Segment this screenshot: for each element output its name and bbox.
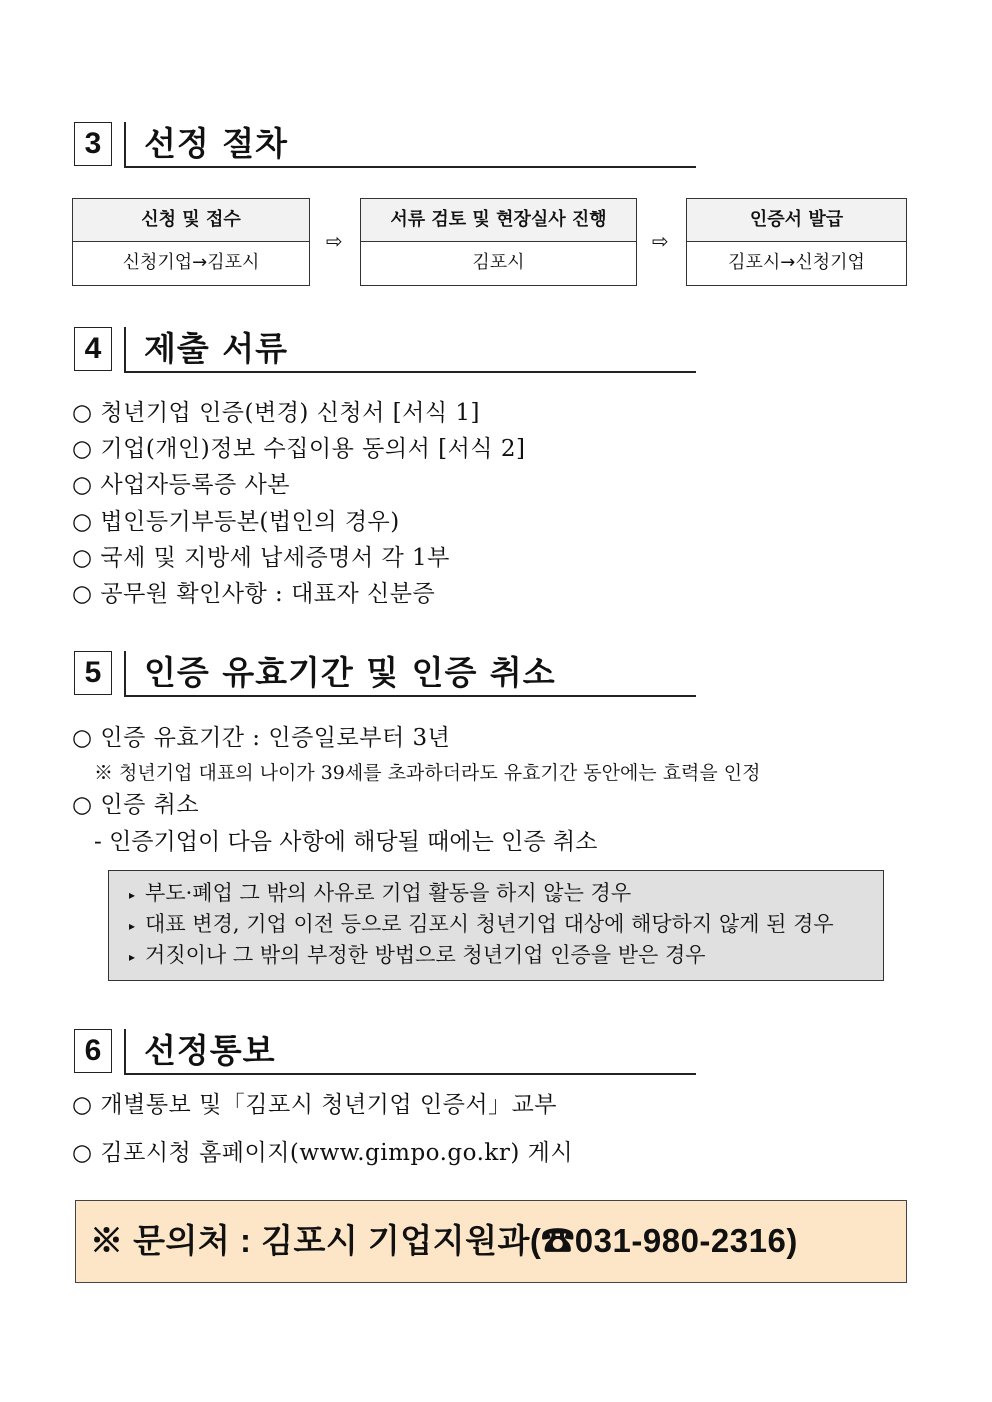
section-underline [124, 695, 696, 697]
bullet-icon: ▸ [129, 918, 136, 933]
process-step-title: 서류 검토 및 현장실사 진행 [361, 199, 636, 242]
condition-item: ▸ 거짓이나 그 밖의 부정한 방법으로 청년기업 인증을 받은 경우 [129, 943, 706, 967]
section-6-header [74, 1029, 696, 1077]
cancellation-subitem: - 인증기업이 다음 사항에 해당될 때에는 인증 취소 [94, 829, 598, 855]
section-title: 제출 서류 [144, 329, 289, 368]
document-list-item: ○ 법인등기부등본(법인의 경우) [72, 509, 400, 535]
process-step-3 [686, 198, 907, 286]
section-3-header [74, 122, 696, 170]
process-step-title: 신청 및 접수 [73, 199, 309, 242]
arrow-right-icon: ⇨ [326, 229, 343, 253]
process-step-body: 김포시→신청기업 [728, 252, 865, 273]
condition-item: ▸ 부도·폐업 그 밖의 사유로 기업 활동을 하지 않는 경우 [129, 881, 632, 905]
process-step-body: 신청기업→김포시 [122, 252, 260, 273]
process-step-2 [360, 198, 637, 286]
validity-note: ※ 청년기업 대표의 나이가 39세를 초과하더라도 유효기간 동안에는 효력을 인정 [94, 762, 761, 784]
section-number: 3 [74, 122, 112, 166]
section-divider [124, 122, 126, 166]
section-number: 5 [74, 651, 112, 695]
validity-period-item: ○ 인증 유효기간 : 인증일로부터 3년 [72, 725, 451, 751]
section-4-header [74, 327, 696, 375]
section-divider [124, 327, 126, 371]
section-number: 4 [74, 327, 112, 371]
section-underline [124, 371, 696, 373]
process-step-title: 인증서 발급 [687, 199, 906, 242]
section-divider [124, 1029, 126, 1073]
cancellation-item: ○ 인증 취소 [72, 792, 200, 818]
section-divider [124, 651, 126, 695]
bullet-icon: ▸ [129, 949, 136, 964]
arrow-right-icon: ⇨ [652, 229, 669, 253]
notice-item: ○ 김포시청 홈페이지(www.gimpo.go.kr) 게시 [72, 1140, 574, 1166]
cancellation-conditions-box [108, 870, 884, 981]
notice-item: ○ 개별통보 및「김포시 청년기업 인증서」교부 [72, 1092, 558, 1118]
section-underline [124, 166, 696, 168]
section-underline [124, 1073, 696, 1075]
section-title: 인증 유효기간 및 인증 취소 [144, 653, 556, 692]
condition-item: ▸ 대표 변경, 기업 이전 등으로 김포시 청년기업 대상에 해당하지 않게 된 경우 [129, 912, 834, 936]
document-list-item: ○ 국세 및 지방세 납세증명서 각 1부 [72, 545, 450, 571]
contact-box: ※ 문의처 : 김포시 기업지원과(☎031-980-2316) [75, 1200, 907, 1283]
document-list-item: ○ 기업(개인)정보 수집이용 동의서 [서식 2] [72, 436, 526, 462]
document-list-item: ○ 사업자등록증 사본 [72, 472, 290, 498]
section-title: 선정통보 [144, 1031, 276, 1070]
process-step-body: 김포시 [472, 252, 525, 273]
section-5-header [74, 651, 696, 699]
section-title: 선정 절차 [144, 124, 289, 163]
document-list-item: ○ 청년기업 인증(변경) 신청서 [서식 1] [72, 400, 480, 426]
process-step-1 [72, 198, 310, 286]
section-number: 6 [74, 1029, 112, 1073]
document-list-item: ○ 공무원 확인사항 : 대표자 신분증 [72, 581, 436, 607]
bullet-icon: ▸ [129, 887, 136, 902]
